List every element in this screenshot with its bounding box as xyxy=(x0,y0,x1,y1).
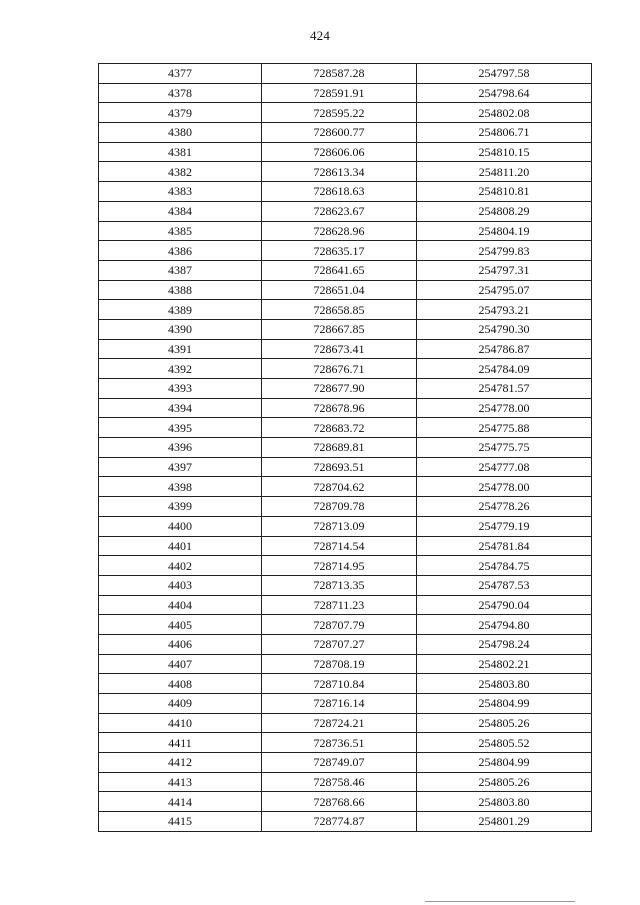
y-coordinate-cell: 254799.83 xyxy=(417,241,592,261)
y-coordinate-cell: 254798.24 xyxy=(417,634,592,654)
x-coordinate-cell: 728613.34 xyxy=(262,162,417,182)
table-row xyxy=(99,457,592,477)
y-coordinate-cell: 254810.81 xyxy=(417,182,592,202)
x-coordinate-cell: 728711.23 xyxy=(262,595,417,615)
y-coordinate-cell: 254781.84 xyxy=(417,536,592,556)
x-coordinate-cell: 728708.19 xyxy=(262,654,417,674)
y-coordinate-cell: 254784.09 xyxy=(417,359,592,379)
point-number-cell: 4408 xyxy=(99,674,262,694)
table-row xyxy=(99,123,592,143)
point-number-cell: 4383 xyxy=(99,182,262,202)
point-number-cell: 4382 xyxy=(99,162,262,182)
table-row xyxy=(99,477,592,497)
table-row xyxy=(99,753,592,773)
table-row xyxy=(99,201,592,221)
y-coordinate-cell: 254784.75 xyxy=(417,556,592,576)
x-coordinate-cell: 728704.62 xyxy=(262,477,417,497)
x-coordinate-cell: 728749.07 xyxy=(262,753,417,773)
y-coordinate-cell: 254775.75 xyxy=(417,438,592,458)
x-coordinate-cell: 728774.87 xyxy=(262,812,417,832)
y-coordinate-cell: 254803.80 xyxy=(417,674,592,694)
x-coordinate-cell: 728736.51 xyxy=(262,733,417,753)
y-coordinate-cell: 254781.57 xyxy=(417,379,592,399)
table-row xyxy=(99,103,592,123)
x-coordinate-cell: 728716.14 xyxy=(262,694,417,714)
y-coordinate-cell: 254804.99 xyxy=(417,753,592,773)
x-coordinate-cell: 728676.71 xyxy=(262,359,417,379)
x-coordinate-cell: 728635.17 xyxy=(262,241,417,261)
y-coordinate-cell: 254805.26 xyxy=(417,772,592,792)
y-coordinate-cell: 254778.26 xyxy=(417,497,592,517)
point-number-cell: 4391 xyxy=(99,339,262,359)
table-row xyxy=(99,339,592,359)
y-coordinate-cell: 254779.19 xyxy=(417,516,592,536)
table-row xyxy=(99,300,592,320)
x-coordinate-cell: 728600.77 xyxy=(262,123,417,143)
y-coordinate-cell: 254801.29 xyxy=(417,812,592,832)
table-row xyxy=(99,83,592,103)
y-coordinate-cell: 254790.04 xyxy=(417,595,592,615)
table-row xyxy=(99,654,592,674)
point-number-cell: 4380 xyxy=(99,123,262,143)
point-number-cell: 4401 xyxy=(99,536,262,556)
y-coordinate-cell: 254794.80 xyxy=(417,615,592,635)
y-coordinate-cell: 254810.15 xyxy=(417,142,592,162)
point-number-cell: 4390 xyxy=(99,319,262,339)
x-coordinate-cell: 728713.35 xyxy=(262,575,417,595)
point-number-cell: 4396 xyxy=(99,438,262,458)
table-row xyxy=(99,536,592,556)
table-row xyxy=(99,64,592,84)
x-coordinate-cell: 728591.91 xyxy=(262,83,417,103)
y-coordinate-cell: 254798.64 xyxy=(417,83,592,103)
table-row xyxy=(99,398,592,418)
point-number-cell: 4405 xyxy=(99,615,262,635)
table-row xyxy=(99,674,592,694)
y-coordinate-cell: 254793.21 xyxy=(417,300,592,320)
point-number-cell: 4379 xyxy=(99,103,262,123)
point-number-cell: 4392 xyxy=(99,359,262,379)
y-coordinate-cell: 254811.20 xyxy=(417,162,592,182)
table-row xyxy=(99,260,592,280)
point-number-cell: 4378 xyxy=(99,83,262,103)
table-row xyxy=(99,418,592,438)
table-row xyxy=(99,182,592,202)
x-coordinate-cell: 728714.95 xyxy=(262,556,417,576)
point-number-cell: 4404 xyxy=(99,595,262,615)
point-number-cell: 4402 xyxy=(99,556,262,576)
x-coordinate-cell: 728641.65 xyxy=(262,260,417,280)
coordinates-table-body xyxy=(99,64,592,832)
table-row xyxy=(99,772,592,792)
y-coordinate-cell: 254786.87 xyxy=(417,339,592,359)
x-coordinate-cell: 728677.90 xyxy=(262,379,417,399)
point-number-cell: 4409 xyxy=(99,694,262,714)
table-row xyxy=(99,221,592,241)
x-coordinate-cell: 728667.85 xyxy=(262,319,417,339)
y-coordinate-cell: 254778.00 xyxy=(417,477,592,497)
coordinates-table xyxy=(98,63,592,832)
x-coordinate-cell: 728724.21 xyxy=(262,713,417,733)
page-number: 424 xyxy=(309,28,331,43)
point-number-cell: 4394 xyxy=(99,398,262,418)
x-coordinate-cell: 728673.41 xyxy=(262,339,417,359)
point-number-cell: 4397 xyxy=(99,457,262,477)
x-coordinate-cell: 728707.79 xyxy=(262,615,417,635)
table-row xyxy=(99,497,592,517)
y-coordinate-cell: 254787.53 xyxy=(417,575,592,595)
table-row xyxy=(99,142,592,162)
table-row xyxy=(99,241,592,261)
x-coordinate-cell: 728709.78 xyxy=(262,497,417,517)
x-coordinate-cell: 728683.72 xyxy=(262,418,417,438)
x-coordinate-cell: 728689.81 xyxy=(262,438,417,458)
x-coordinate-cell: 728693.51 xyxy=(262,457,417,477)
x-coordinate-cell: 728651.04 xyxy=(262,280,417,300)
x-coordinate-cell: 728658.85 xyxy=(262,300,417,320)
y-coordinate-cell: 254802.08 xyxy=(417,103,592,123)
table-row xyxy=(99,733,592,753)
point-number-cell: 4388 xyxy=(99,280,262,300)
x-coordinate-cell: 728678.96 xyxy=(262,398,417,418)
table-row xyxy=(99,359,592,379)
point-number-cell: 4393 xyxy=(99,379,262,399)
point-number-cell: 4410 xyxy=(99,713,262,733)
y-coordinate-cell: 254797.31 xyxy=(417,260,592,280)
y-coordinate-cell: 254802.21 xyxy=(417,654,592,674)
table-row xyxy=(99,280,592,300)
x-coordinate-cell: 728628.96 xyxy=(262,221,417,241)
point-number-cell: 4398 xyxy=(99,477,262,497)
table-row xyxy=(99,379,592,399)
point-number-cell: 4377 xyxy=(99,64,262,84)
x-coordinate-cell: 728595.22 xyxy=(262,103,417,123)
y-coordinate-cell: 254808.29 xyxy=(417,201,592,221)
table-row xyxy=(99,575,592,595)
x-coordinate-cell: 728758.46 xyxy=(262,772,417,792)
point-number-cell: 4381 xyxy=(99,142,262,162)
x-coordinate-cell: 728618.63 xyxy=(262,182,417,202)
point-number-cell: 4407 xyxy=(99,654,262,674)
x-coordinate-cell: 728623.67 xyxy=(262,201,417,221)
table-row xyxy=(99,792,592,812)
point-number-cell: 4400 xyxy=(99,516,262,536)
y-coordinate-cell: 254806.71 xyxy=(417,123,592,143)
table-row xyxy=(99,595,592,615)
point-number-cell: 4384 xyxy=(99,201,262,221)
table-row xyxy=(99,634,592,654)
y-coordinate-cell: 254804.99 xyxy=(417,694,592,714)
x-coordinate-cell: 728768.66 xyxy=(262,792,417,812)
table-row xyxy=(99,516,592,536)
y-coordinate-cell: 254775.88 xyxy=(417,418,592,438)
table-row xyxy=(99,812,592,832)
point-number-cell: 4411 xyxy=(99,733,262,753)
point-number-cell: 4395 xyxy=(99,418,262,438)
table-row xyxy=(99,162,592,182)
point-number-cell: 4406 xyxy=(99,634,262,654)
point-number-cell: 4389 xyxy=(99,300,262,320)
point-number-cell: 4385 xyxy=(99,221,262,241)
point-number-cell: 4386 xyxy=(99,241,262,261)
y-coordinate-cell: 254805.52 xyxy=(417,733,592,753)
point-number-cell: 4412 xyxy=(99,753,262,773)
y-coordinate-cell: 254797.58 xyxy=(417,64,592,84)
y-coordinate-cell: 254790.30 xyxy=(417,319,592,339)
point-number-cell: 4387 xyxy=(99,260,262,280)
x-coordinate-cell: 728707.27 xyxy=(262,634,417,654)
table-row xyxy=(99,556,592,576)
x-coordinate-cell: 728713.09 xyxy=(262,516,417,536)
y-coordinate-cell: 254777.08 xyxy=(417,457,592,477)
x-coordinate-cell: 728714.54 xyxy=(262,536,417,556)
y-coordinate-cell: 254805.26 xyxy=(417,713,592,733)
point-number-cell: 4403 xyxy=(99,575,262,595)
table-row xyxy=(99,319,592,339)
y-coordinate-cell: 254804.19 xyxy=(417,221,592,241)
x-coordinate-cell: 728710.84 xyxy=(262,674,417,694)
table-row xyxy=(99,438,592,458)
table-row xyxy=(99,694,592,714)
x-coordinate-cell: 728606.06 xyxy=(262,142,417,162)
point-number-cell: 4415 xyxy=(99,812,262,832)
point-number-cell: 4399 xyxy=(99,497,262,517)
point-number-cell: 4413 xyxy=(99,772,262,792)
bottom-rule xyxy=(425,901,575,902)
table-row xyxy=(99,713,592,733)
x-coordinate-cell: 728587.28 xyxy=(262,64,417,84)
y-coordinate-cell: 254795.07 xyxy=(417,280,592,300)
table-row xyxy=(99,615,592,635)
y-coordinate-cell: 254803.80 xyxy=(417,792,592,812)
point-number-cell: 4414 xyxy=(99,792,262,812)
y-coordinate-cell: 254778.00 xyxy=(417,398,592,418)
